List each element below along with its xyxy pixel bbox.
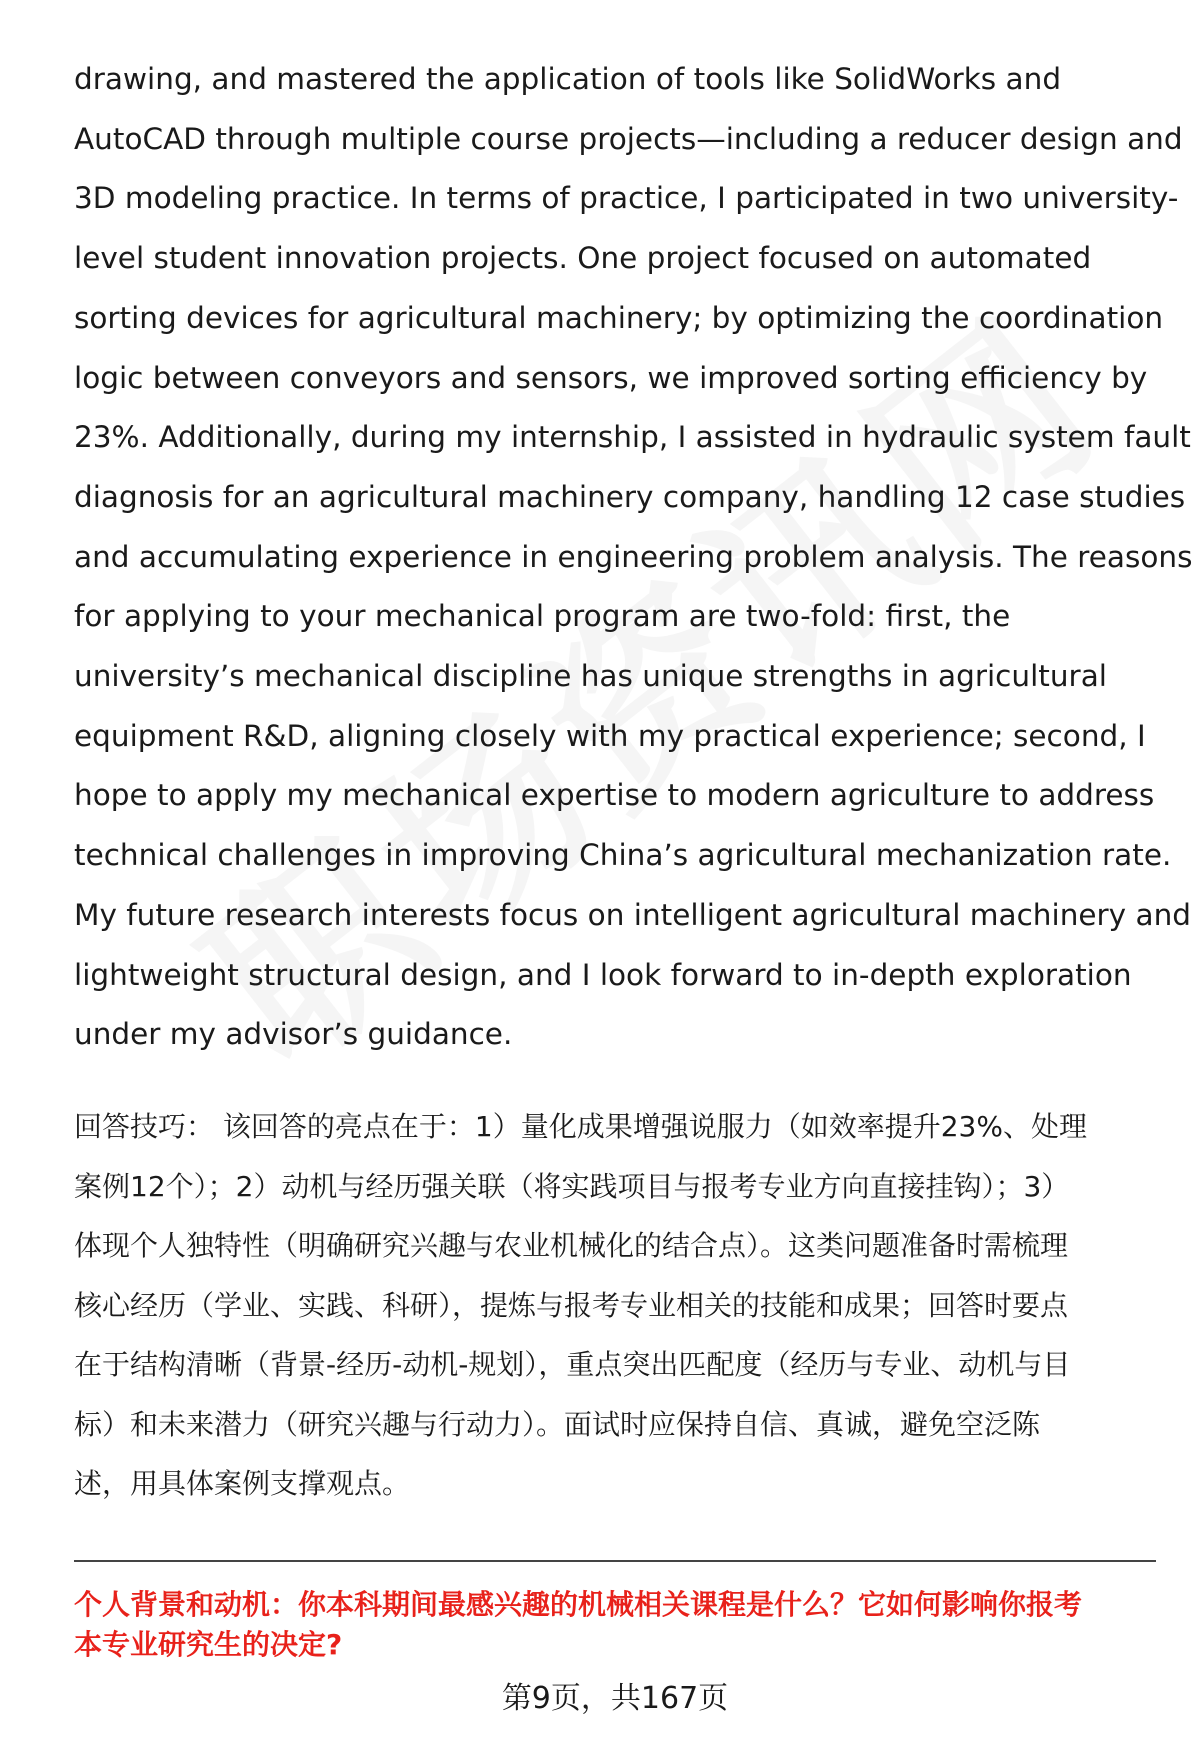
page-number: 第9页，共167页 xyxy=(501,1681,729,1716)
answer-line: diagnosis for an agricultural machinery company, handling 12 case studies xyxy=(74,479,1186,514)
question-line: 个人背景和动机：你本科期间最感兴趣的机械相关课程是什么？它如何影响你报考 xyxy=(74,1588,1083,1621)
answer-tips-paragraph xyxy=(74,1097,1164,1514)
answer-line: university’s mechanical discipline has unique strengths in agricultural xyxy=(74,659,1107,694)
answer-line: for applying to your mechanical program are two-fold: first, the xyxy=(74,599,1011,634)
tips-line: 述，用具体案例支撑观点。 xyxy=(74,1467,411,1500)
section-divider xyxy=(74,1560,1156,1562)
tips-line: 在于结构清晰（背景-经历-动机-规划），重点突出匹配度（经历与专业、动机与目 xyxy=(74,1348,1071,1381)
answer-line: level student innovation projects. One project focused on automated xyxy=(74,241,1092,276)
answer-paragraph xyxy=(74,50,1193,1065)
answer-line: sorting devices for agricultural machinery; by optimizing the coordination xyxy=(74,300,1164,335)
tips-line: 核心经历（学业、实践、科研），提炼与报考专业相关的技能和成果；回答时要点 xyxy=(74,1288,1069,1322)
answer-line: drawing, and mastered the application of tools like SolidWorks and xyxy=(74,62,1062,96)
tips-line: 体现个人独特性（明确研究兴趣与农业机械化的结合点）。这类问题准备时需梳理 xyxy=(74,1229,1069,1262)
answer-line: equipment R&D, aligning closely with my practical experience; second, I xyxy=(74,718,1146,753)
next-question-heading xyxy=(74,1585,1164,1665)
answer-line: 23%. Additionally, during my internship, I assisted in hydraulic system fault xyxy=(74,420,1191,455)
answer-line: AutoCAD through multiple course projects—including a reducer design and xyxy=(74,121,1183,156)
question-line: 本专业研究生的决定? xyxy=(74,1628,343,1661)
tips-line: 回答技巧： 该回答的亮点在于：1）量化成果增强说服力（如效率提升23%、处理 xyxy=(74,1110,1087,1143)
tips-line: 标）和未来潜力（研究兴趣与行动力）。面试时应保持自信、真诚，避免空泛陈 xyxy=(74,1407,1041,1441)
answer-line: logic between conveyors and sensors, we improved sorting efficiency by xyxy=(74,360,1148,395)
answer-line: lightweight structural design, and I look forward to in-depth exploration xyxy=(74,957,1132,992)
tips-line: 案例12个）；2）动机与经历强关联（将实践项目与报考专业方向直接挂钩）；3） xyxy=(74,1169,1070,1203)
answer-line: under my advisor’s guidance. xyxy=(74,1017,513,1052)
answer-line: and accumulating experience in engineering problem analysis. The reasons xyxy=(74,539,1193,574)
answer-line: My future research interests focus on intelligent agricultural machinery and xyxy=(74,897,1192,932)
answer-line: 3D modeling practice. In terms of practice, I participated in two university- xyxy=(74,181,1179,216)
answer-line: technical challenges in improving China’s agricultural mechanization rate. xyxy=(74,838,1172,873)
answer-line: hope to apply my mechanical expertise to modern agriculture to address xyxy=(74,778,1155,813)
